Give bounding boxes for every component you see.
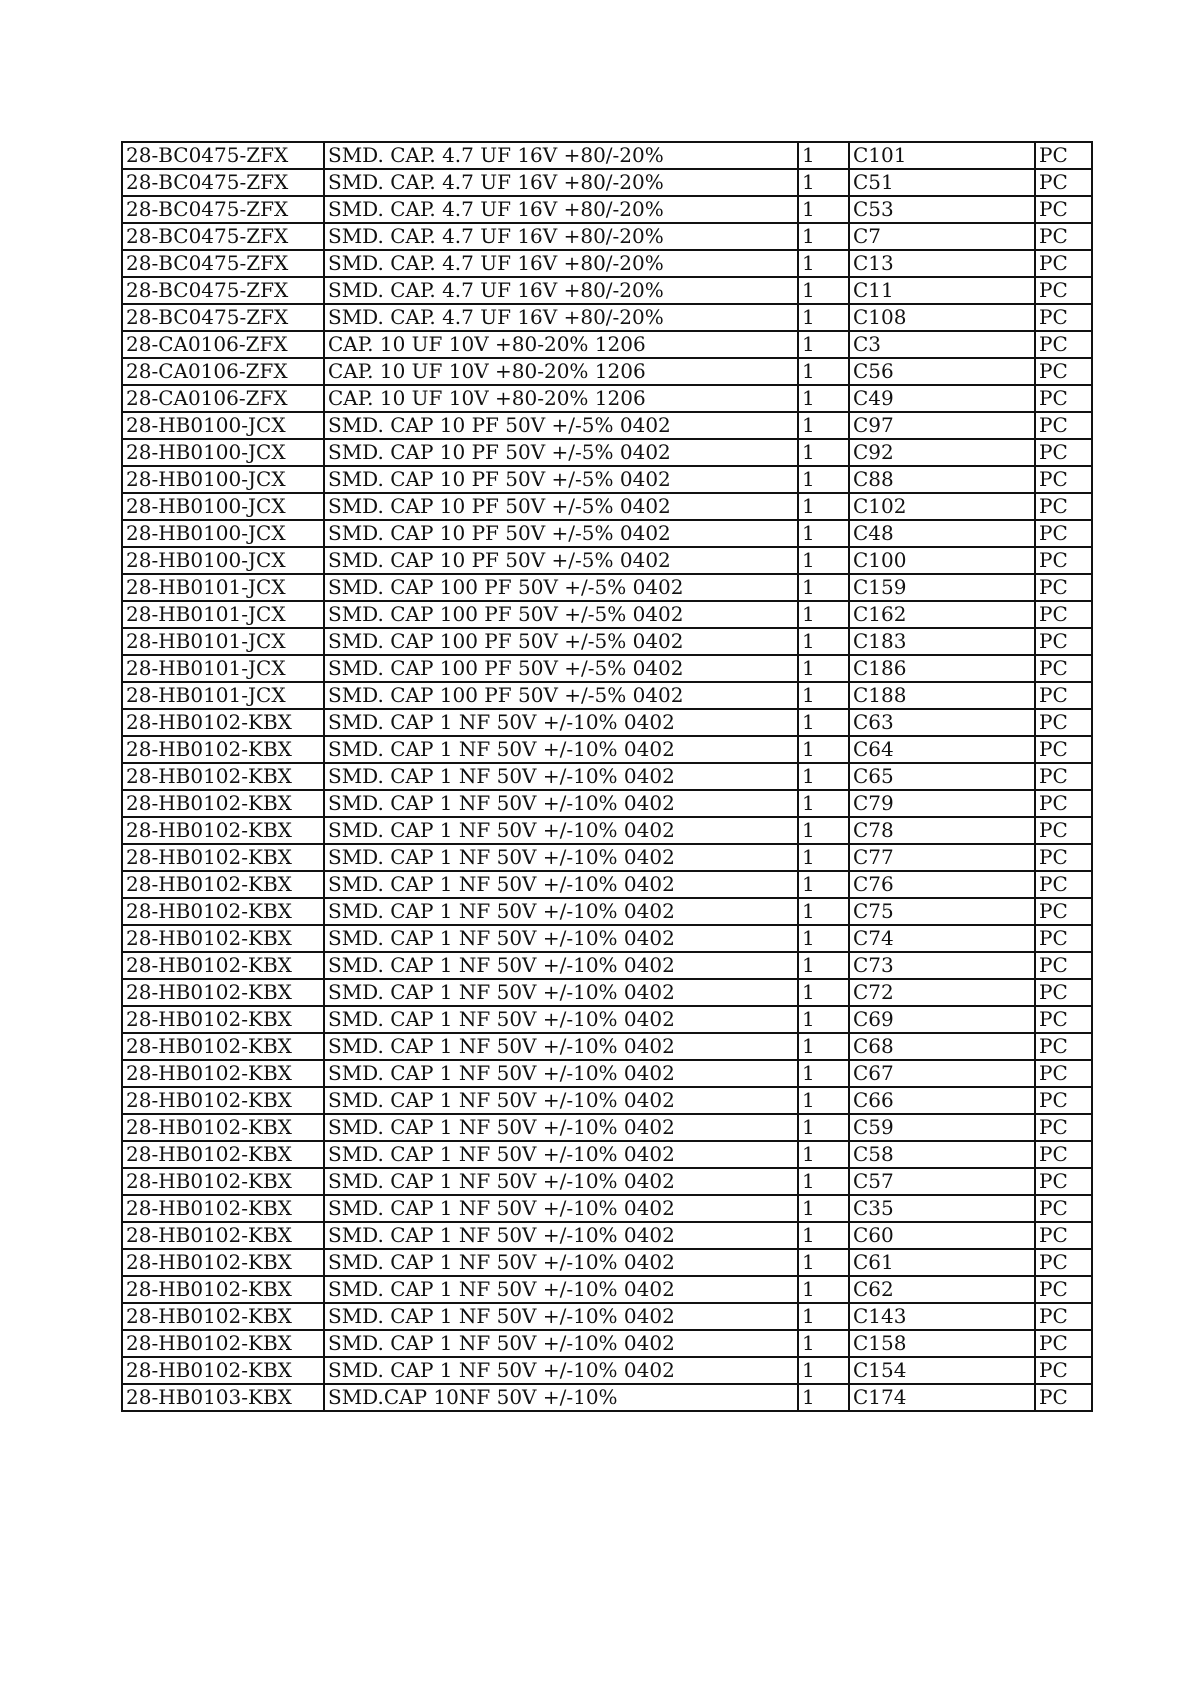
quantity-cell: 1 [798,1006,849,1033]
reference-designator-cell: C64 [849,736,1035,763]
description-cell: SMD. CAP 10 PF 50V +/-5% 0402 [324,466,798,493]
description-cell: SMD. CAP 10 PF 50V +/-5% 0402 [324,493,798,520]
table-row [122,1195,1092,1222]
unit-cell: PC [1035,979,1092,1006]
table-row [122,412,1092,439]
table-row [122,898,1092,925]
table-row [122,304,1092,331]
quantity-cell: 1 [798,142,849,169]
quantity-cell: 1 [798,628,849,655]
part-number-cell: 28-HB0102-KBX [122,763,324,790]
description-cell: CAP. 10 UF 10V +80-20% 1206 [324,331,798,358]
unit-cell: PC [1035,1249,1092,1276]
unit-cell: PC [1035,736,1092,763]
unit-cell: PC [1035,412,1092,439]
table-row [122,763,1092,790]
reference-designator-cell: C72 [849,979,1035,1006]
table-row [122,196,1092,223]
table-row [122,979,1092,1006]
unit-cell: PC [1035,763,1092,790]
unit-cell: PC [1035,925,1092,952]
quantity-cell: 1 [798,547,849,574]
quantity-cell: 1 [798,466,849,493]
unit-cell: PC [1035,790,1092,817]
quantity-cell: 1 [798,277,849,304]
quantity-cell: 1 [798,1276,849,1303]
unit-cell: PC [1035,1303,1092,1330]
bom-table [121,141,1093,1412]
reference-designator-cell: C108 [849,304,1035,331]
table-row [122,223,1092,250]
description-cell: SMD. CAP 1 NF 50V +/-10% 0402 [324,1060,798,1087]
reference-designator-cell: C100 [849,547,1035,574]
quantity-cell: 1 [798,1357,849,1384]
part-number-cell: 28-CA0106-ZFX [122,358,324,385]
table-row [122,466,1092,493]
description-cell: SMD. CAP 1 NF 50V +/-10% 0402 [324,1168,798,1195]
unit-cell: PC [1035,952,1092,979]
table-row [122,736,1092,763]
reference-designator-cell: C74 [849,925,1035,952]
part-number-cell: 28-HB0102-KBX [122,1141,324,1168]
unit-cell: PC [1035,1060,1092,1087]
unit-cell: PC [1035,304,1092,331]
quantity-cell: 1 [798,304,849,331]
unit-cell: PC [1035,142,1092,169]
description-cell: SMD. CAP 1 NF 50V +/-10% 0402 [324,1006,798,1033]
unit-cell: PC [1035,871,1092,898]
reference-designator-cell: C7 [849,223,1035,250]
reference-designator-cell: C143 [849,1303,1035,1330]
unit-cell: PC [1035,358,1092,385]
reference-designator-cell: C159 [849,574,1035,601]
unit-cell: PC [1035,817,1092,844]
quantity-cell: 1 [798,169,849,196]
part-number-cell: 28-HB0103-KBX [122,1384,324,1411]
unit-cell: PC [1035,331,1092,358]
reference-designator-cell: C56 [849,358,1035,385]
description-cell: SMD. CAP 100 PF 50V +/-5% 0402 [324,628,798,655]
part-number-cell: 28-BC0475-ZFX [122,277,324,304]
table-row [122,844,1092,871]
reference-designator-cell: C60 [849,1222,1035,1249]
part-number-cell: 28-HB0100-JCX [122,439,324,466]
description-cell: SMD. CAP 100 PF 50V +/-5% 0402 [324,655,798,682]
description-cell: SMD. CAP 10 PF 50V +/-5% 0402 [324,520,798,547]
description-cell: SMD. CAP 100 PF 50V +/-5% 0402 [324,601,798,628]
quantity-cell: 1 [798,493,849,520]
description-cell: SMD. CAP 1 NF 50V +/-10% 0402 [324,736,798,763]
description-cell: SMD. CAP 1 NF 50V +/-10% 0402 [324,1114,798,1141]
part-number-cell: 28-HB0102-KBX [122,1033,324,1060]
part-number-cell: 28-HB0101-JCX [122,682,324,709]
unit-cell: PC [1035,1276,1092,1303]
table-row [122,1222,1092,1249]
part-number-cell: 28-HB0102-KBX [122,709,324,736]
description-cell: SMD. CAP. 4.7 UF 16V +80/-20% [324,277,798,304]
table-row [122,817,1092,844]
quantity-cell: 1 [798,1222,849,1249]
quantity-cell: 1 [798,1249,849,1276]
part-number-cell: 28-HB0102-KBX [122,1168,324,1195]
table-row [122,574,1092,601]
unit-cell: PC [1035,628,1092,655]
part-number-cell: 28-BC0475-ZFX [122,250,324,277]
table-row [122,1384,1092,1411]
quantity-cell: 1 [798,358,849,385]
quantity-cell: 1 [798,196,849,223]
part-number-cell: 28-HB0102-KBX [122,1276,324,1303]
unit-cell: PC [1035,601,1092,628]
description-cell: SMD. CAP 1 NF 50V +/-10% 0402 [324,1033,798,1060]
reference-designator-cell: C48 [849,520,1035,547]
description-cell: SMD. CAP 1 NF 50V +/-10% 0402 [324,1195,798,1222]
quantity-cell: 1 [798,952,849,979]
description-cell: SMD. CAP. 4.7 UF 16V +80/-20% [324,304,798,331]
unit-cell: PC [1035,277,1092,304]
table-row [122,925,1092,952]
quantity-cell: 1 [798,1168,849,1195]
part-number-cell: 28-HB0101-JCX [122,628,324,655]
description-cell: SMD. CAP 1 NF 50V +/-10% 0402 [324,1276,798,1303]
description-cell: SMD. CAP 1 NF 50V +/-10% 0402 [324,1249,798,1276]
reference-designator-cell: C51 [849,169,1035,196]
quantity-cell: 1 [798,439,849,466]
quantity-cell: 1 [798,1141,849,1168]
quantity-cell: 1 [798,655,849,682]
unit-cell: PC [1035,574,1092,601]
reference-designator-cell: C57 [849,1168,1035,1195]
reference-designator-cell: C59 [849,1114,1035,1141]
table-row [122,628,1092,655]
description-cell: SMD. CAP. 4.7 UF 16V +80/-20% [324,250,798,277]
table-row [122,250,1092,277]
unit-cell: PC [1035,196,1092,223]
description-cell: SMD. CAP 1 NF 50V +/-10% 0402 [324,925,798,952]
unit-cell: PC [1035,439,1092,466]
part-number-cell: 28-HB0102-KBX [122,1087,324,1114]
table-row [122,1114,1092,1141]
description-cell: SMD. CAP. 4.7 UF 16V +80/-20% [324,142,798,169]
reference-designator-cell: C158 [849,1330,1035,1357]
reference-designator-cell: C69 [849,1006,1035,1033]
unit-cell: PC [1035,898,1092,925]
part-number-cell: 28-HB0102-KBX [122,1060,324,1087]
reference-designator-cell: C183 [849,628,1035,655]
table-row [122,1330,1092,1357]
table-row [122,1033,1092,1060]
bom-table-body [122,142,1092,1411]
reference-designator-cell: C97 [849,412,1035,439]
reference-designator-cell: C174 [849,1384,1035,1411]
table-row [122,1276,1092,1303]
unit-cell: PC [1035,844,1092,871]
reference-designator-cell: C62 [849,1276,1035,1303]
reference-designator-cell: C58 [849,1141,1035,1168]
table-row [122,439,1092,466]
part-number-cell: 28-HB0100-JCX [122,412,324,439]
table-row [122,790,1092,817]
table-row [122,1141,1092,1168]
part-number-cell: 28-BC0475-ZFX [122,169,324,196]
reference-designator-cell: C75 [849,898,1035,925]
part-number-cell: 28-HB0100-JCX [122,547,324,574]
reference-designator-cell: C88 [849,466,1035,493]
quantity-cell: 1 [798,574,849,601]
quantity-cell: 1 [798,250,849,277]
unit-cell: PC [1035,169,1092,196]
part-number-cell: 28-HB0101-JCX [122,601,324,628]
reference-designator-cell: C77 [849,844,1035,871]
quantity-cell: 1 [798,1060,849,1087]
part-number-cell: 28-BC0475-ZFX [122,304,324,331]
unit-cell: PC [1035,709,1092,736]
description-cell: SMD. CAP. 4.7 UF 16V +80/-20% [324,169,798,196]
description-cell: SMD. CAP 1 NF 50V +/-10% 0402 [324,979,798,1006]
quantity-cell: 1 [798,682,849,709]
description-cell: SMD. CAP 100 PF 50V +/-5% 0402 [324,574,798,601]
unit-cell: PC [1035,1384,1092,1411]
part-number-cell: 28-HB0102-KBX [122,790,324,817]
description-cell: SMD. CAP 1 NF 50V +/-10% 0402 [324,790,798,817]
reference-designator-cell: C76 [849,871,1035,898]
quantity-cell: 1 [798,1330,849,1357]
unit-cell: PC [1035,1357,1092,1384]
quantity-cell: 1 [798,763,849,790]
quantity-cell: 1 [798,1114,849,1141]
reference-designator-cell: C186 [849,655,1035,682]
quantity-cell: 1 [798,1033,849,1060]
description-cell: SMD.CAP 10NF 50V +/-10% [324,1384,798,1411]
table-row [122,520,1092,547]
table-row [122,385,1092,412]
table-row [122,1303,1092,1330]
part-number-cell: 28-BC0475-ZFX [122,196,324,223]
description-cell: SMD. CAP 1 NF 50V +/-10% 0402 [324,1087,798,1114]
table-row [122,1357,1092,1384]
part-number-cell: 28-HB0102-KBX [122,871,324,898]
reference-designator-cell: C66 [849,1087,1035,1114]
table-row [122,1060,1092,1087]
description-cell: SMD. CAP 10 PF 50V +/-5% 0402 [324,439,798,466]
table-row [122,1249,1092,1276]
part-number-cell: 28-BC0475-ZFX [122,223,324,250]
reference-designator-cell: C67 [849,1060,1035,1087]
quantity-cell: 1 [798,412,849,439]
unit-cell: PC [1035,223,1092,250]
unit-cell: PC [1035,1141,1092,1168]
part-number-cell: 28-HB0102-KBX [122,898,324,925]
reference-designator-cell: C35 [849,1195,1035,1222]
quantity-cell: 1 [798,898,849,925]
unit-cell: PC [1035,1168,1092,1195]
part-number-cell: 28-CA0106-ZFX [122,331,324,358]
table-row [122,358,1092,385]
part-number-cell: 28-HB0102-KBX [122,952,324,979]
part-number-cell: 28-HB0102-KBX [122,1249,324,1276]
table-row [122,169,1092,196]
reference-designator-cell: C73 [849,952,1035,979]
table-row [122,277,1092,304]
description-cell: SMD. CAP 10 PF 50V +/-5% 0402 [324,412,798,439]
reference-designator-cell: C79 [849,790,1035,817]
unit-cell: PC [1035,682,1092,709]
table-row [122,601,1092,628]
part-number-cell: 28-HB0102-KBX [122,736,324,763]
description-cell: CAP. 10 UF 10V +80-20% 1206 [324,385,798,412]
reference-designator-cell: C102 [849,493,1035,520]
quantity-cell: 1 [798,331,849,358]
quantity-cell: 1 [798,385,849,412]
unit-cell: PC [1035,250,1092,277]
table-row [122,547,1092,574]
part-number-cell: 28-HB0102-KBX [122,1303,324,1330]
description-cell: SMD. CAP. 4.7 UF 16V +80/-20% [324,223,798,250]
part-number-cell: 28-HB0102-KBX [122,1222,324,1249]
unit-cell: PC [1035,1087,1092,1114]
unit-cell: PC [1035,1222,1092,1249]
table-row [122,952,1092,979]
description-cell: SMD. CAP 1 NF 50V +/-10% 0402 [324,709,798,736]
table-row [122,709,1092,736]
table-row [122,682,1092,709]
quantity-cell: 1 [798,709,849,736]
table-row [122,142,1092,169]
reference-designator-cell: C101 [849,142,1035,169]
table-row [122,331,1092,358]
unit-cell: PC [1035,1033,1092,1060]
quantity-cell: 1 [798,223,849,250]
quantity-cell: 1 [798,790,849,817]
table-row [122,1087,1092,1114]
unit-cell: PC [1035,493,1092,520]
description-cell: SMD. CAP 1 NF 50V +/-10% 0402 [324,952,798,979]
table-row [122,871,1092,898]
unit-cell: PC [1035,547,1092,574]
description-cell: SMD. CAP 1 NF 50V +/-10% 0402 [324,871,798,898]
part-number-cell: 28-HB0102-KBX [122,925,324,952]
part-number-cell: 28-BC0475-ZFX [122,142,324,169]
reference-designator-cell: C65 [849,763,1035,790]
quantity-cell: 1 [798,601,849,628]
description-cell: SMD. CAP 1 NF 50V +/-10% 0402 [324,763,798,790]
unit-cell: PC [1035,1114,1092,1141]
quantity-cell: 1 [798,520,849,547]
unit-cell: PC [1035,466,1092,493]
reference-designator-cell: C61 [849,1249,1035,1276]
reference-designator-cell: C154 [849,1357,1035,1384]
table-row [122,493,1092,520]
part-number-cell: 28-HB0102-KBX [122,979,324,1006]
quantity-cell: 1 [798,871,849,898]
description-cell: SMD. CAP 1 NF 50V +/-10% 0402 [324,817,798,844]
description-cell: CAP. 10 UF 10V +80-20% 1206 [324,358,798,385]
description-cell: SMD. CAP. 4.7 UF 16V +80/-20% [324,196,798,223]
reference-designator-cell: C49 [849,385,1035,412]
part-number-cell: 28-CA0106-ZFX [122,385,324,412]
part-number-cell: 28-HB0101-JCX [122,574,324,601]
reference-designator-cell: C53 [849,196,1035,223]
reference-designator-cell: C13 [849,250,1035,277]
quantity-cell: 1 [798,1087,849,1114]
quantity-cell: 1 [798,736,849,763]
unit-cell: PC [1035,1330,1092,1357]
unit-cell: PC [1035,1006,1092,1033]
table-row [122,1168,1092,1195]
reference-designator-cell: C3 [849,331,1035,358]
part-number-cell: 28-HB0102-KBX [122,1114,324,1141]
part-number-cell: 28-HB0102-KBX [122,1195,324,1222]
description-cell: SMD. CAP 1 NF 50V +/-10% 0402 [324,1357,798,1384]
part-number-cell: 28-HB0102-KBX [122,1357,324,1384]
part-number-cell: 28-HB0102-KBX [122,844,324,871]
unit-cell: PC [1035,385,1092,412]
description-cell: SMD. CAP 1 NF 50V +/-10% 0402 [324,844,798,871]
description-cell: SMD. CAP 100 PF 50V +/-5% 0402 [324,682,798,709]
reference-designator-cell: C162 [849,601,1035,628]
part-number-cell: 28-HB0100-JCX [122,466,324,493]
unit-cell: PC [1035,655,1092,682]
part-number-cell: 28-HB0100-JCX [122,520,324,547]
description-cell: SMD. CAP 1 NF 50V +/-10% 0402 [324,1303,798,1330]
reference-designator-cell: C78 [849,817,1035,844]
description-cell: SMD. CAP 1 NF 50V +/-10% 0402 [324,1330,798,1357]
quantity-cell: 1 [798,1384,849,1411]
reference-designator-cell: C68 [849,1033,1035,1060]
quantity-cell: 1 [798,817,849,844]
description-cell: SMD. CAP 1 NF 50V +/-10% 0402 [324,898,798,925]
reference-designator-cell: C92 [849,439,1035,466]
part-number-cell: 28-HB0102-KBX [122,1006,324,1033]
quantity-cell: 1 [798,844,849,871]
table-row [122,1006,1092,1033]
description-cell: SMD. CAP 10 PF 50V +/-5% 0402 [324,547,798,574]
description-cell: SMD. CAP 1 NF 50V +/-10% 0402 [324,1141,798,1168]
part-number-cell: 28-HB0100-JCX [122,493,324,520]
unit-cell: PC [1035,520,1092,547]
part-number-cell: 28-HB0102-KBX [122,1330,324,1357]
reference-designator-cell: C63 [849,709,1035,736]
quantity-cell: 1 [798,925,849,952]
unit-cell: PC [1035,1195,1092,1222]
table-row [122,655,1092,682]
part-number-cell: 28-HB0102-KBX [122,817,324,844]
reference-designator-cell: C188 [849,682,1035,709]
reference-designator-cell: C11 [849,277,1035,304]
part-number-cell: 28-HB0101-JCX [122,655,324,682]
quantity-cell: 1 [798,979,849,1006]
quantity-cell: 1 [798,1195,849,1222]
quantity-cell: 1 [798,1303,849,1330]
description-cell: SMD. CAP 1 NF 50V +/-10% 0402 [324,1222,798,1249]
